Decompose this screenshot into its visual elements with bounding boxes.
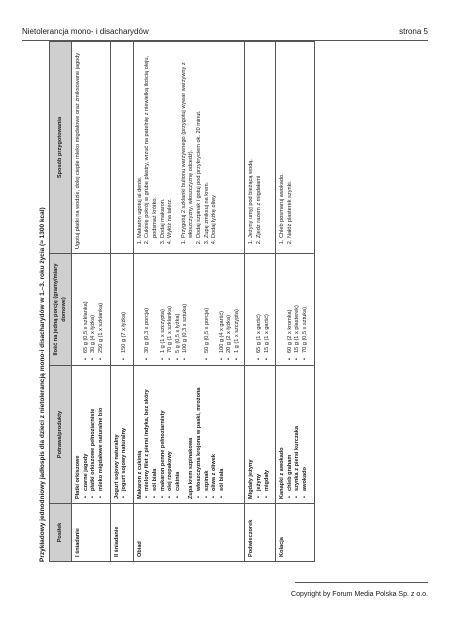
dish-name: Zupa krem szpinakowa	[188, 437, 195, 499]
step-item: 3. Zupę zmiksuj na krem.	[204, 46, 212, 238]
amount-item: • 100 g (4 x garść)	[219, 258, 227, 361]
dish-name: Makaron z cukinią	[136, 450, 143, 499]
dish-block	[137, 370, 183, 499]
product-list	[83, 370, 106, 499]
product-list	[121, 370, 129, 499]
spacer	[114, 258, 122, 361]
amount-group	[279, 258, 309, 361]
step-item: 1. Chleb posmaruj awokado.	[279, 46, 287, 238]
step-item: 3. Dodaj makaron.	[160, 46, 168, 238]
table-caption: Przykładowy jednodniowy jadłospis dla dzieci z nietolerancją mono-i disacharydów w 1.–3. roku życia (≈ 1300 kcal)	[39, 207, 46, 562]
rotated-table-area	[38, 42, 414, 562]
preparation-cell	[72, 42, 110, 254]
header-title: Nietolerancja mono- i disacharydów	[22, 27, 149, 36]
dish-name: Jogurt sojowy naturalny	[113, 434, 120, 499]
steps-group	[181, 46, 219, 249]
amounts-cell	[276, 254, 314, 366]
meal-cell: Kolacja	[276, 504, 314, 562]
amount-item: • 65 g (0,5 x szklanka)	[83, 258, 91, 361]
amount-item: • 100 g (0,3 x sztuka)	[182, 258, 190, 361]
spacer	[196, 258, 204, 361]
product-list	[144, 370, 182, 499]
spacer	[248, 258, 256, 361]
amount-group	[114, 258, 129, 361]
meal-cell: II śniadanie	[110, 504, 133, 562]
dish-block	[188, 370, 226, 499]
page-number: strona 5	[399, 27, 428, 36]
spacer	[75, 258, 83, 361]
table-row	[276, 42, 314, 562]
product-item: • olej rzepakowy	[167, 370, 175, 499]
amounts-cell	[72, 254, 110, 366]
product-item: • czarne jagody	[83, 370, 91, 499]
step-list	[181, 46, 219, 249]
products-cell	[245, 366, 276, 504]
amount-item: • 150 g (7 x łyżka)	[121, 258, 129, 361]
amount-group	[248, 258, 271, 361]
amount-list	[256, 258, 271, 361]
spacer	[211, 258, 219, 361]
amounts-cell	[245, 254, 276, 366]
amount-item: • 70 g (1 x szklanka)	[167, 258, 175, 361]
amount-item: • 5 g (0,5 x łyżka)	[175, 258, 183, 361]
amount-list	[287, 258, 310, 361]
amount-item: • 50 g (0,5 x porcja)	[204, 258, 212, 361]
step-item: 1. Jeżyny umyj pod bieżącą wodą.	[248, 46, 256, 238]
step-item: 2. Zjedz razem z migdałami	[256, 46, 264, 238]
spacer	[279, 258, 287, 361]
step-item: 2. Dodaj szpinak i gotuj pod przykryciem ok. 20 minut.	[196, 46, 204, 238]
spacer	[137, 258, 145, 361]
amount-item: • 250 g (1 x szklanka)	[98, 258, 106, 361]
amount-list	[83, 258, 106, 361]
step-list	[137, 46, 175, 249]
table-row	[133, 42, 245, 562]
table-header-row	[50, 42, 72, 562]
step-list	[248, 46, 263, 249]
spacer	[152, 258, 160, 361]
amount-item: • 20 g (2 x łyżka)	[226, 258, 234, 361]
product-list	[256, 370, 271, 499]
amount-item: • 1 g (1 x szczypta)	[234, 258, 242, 361]
dish-name: Płatki orkiszowe	[75, 455, 82, 499]
preparation-cell	[110, 42, 133, 254]
product-item: • szpinak	[204, 370, 212, 499]
step-item: 1. Makaron ugotuj al dente.	[137, 46, 145, 238]
meal-cell: Podwieczorek	[245, 504, 276, 562]
product-item: • płatki orkiszowe pełnoziarniste	[90, 370, 98, 499]
product-item: • sól biała	[152, 370, 160, 499]
step-item: 4. Dodaj łyżkę oliwy	[211, 46, 219, 238]
product-list	[287, 370, 310, 499]
footer-divider	[295, 582, 428, 583]
product-item: • cukinia	[175, 370, 183, 499]
amount-item: • 1 g (1 x szczypta)	[160, 258, 168, 361]
step-list	[279, 46, 294, 249]
product-item: • mleko migdałowe naturalne bio	[98, 370, 106, 499]
preparation-cell	[276, 42, 314, 254]
product-item: • mielony filet z piersi indyka, bez skóry	[144, 370, 152, 499]
products-cell	[133, 366, 245, 504]
product-item: • jogurt sojowy naturalny	[121, 370, 129, 499]
column-header: Potrawa/produkty	[50, 366, 72, 504]
dish-block	[75, 370, 105, 499]
menu-table	[49, 41, 315, 562]
product-item: • włoszczyzna krojona w paski, mrożona	[196, 370, 204, 499]
dish-block	[279, 370, 309, 499]
dish-block	[248, 370, 271, 499]
step-item: 2. Cukinię pokrój w grube plastry, wrzuć na patelnię z niewielką ilością oleju, podsmaż krótko.	[144, 46, 159, 238]
products-cell	[110, 366, 133, 504]
amount-item: • 30 g (0,3 x porcja)	[144, 258, 152, 361]
amount-list	[144, 258, 190, 361]
step-text: Ugotuj płatki na wodzie, dolej ciepłe mleko migdałowe oraz zmiksowane jagody	[75, 52, 82, 249]
preparation-cell	[133, 42, 245, 254]
column-header: Sposób przygotowania	[50, 42, 72, 254]
steps-group	[137, 46, 175, 249]
table-row	[110, 42, 133, 562]
dish-name: Migdały jeżyny	[248, 459, 255, 499]
preparation-cell	[245, 42, 276, 254]
product-item: • sól biała	[219, 370, 227, 499]
product-item: • migdały	[264, 370, 272, 499]
table-row	[72, 42, 110, 562]
amounts-cell	[133, 254, 245, 366]
product-item: • awokado	[302, 370, 310, 499]
column-header: Ilość na jedną porcję (gramy/miary domowe)	[50, 254, 72, 366]
amount-group	[196, 258, 242, 361]
amount-group	[137, 258, 190, 361]
amounts-cell	[110, 254, 133, 366]
amount-item: • 70 g (0,5 x sztuka)	[302, 258, 310, 361]
products-cell	[276, 366, 314, 504]
product-item: • makaron penne pełnoziarnisty	[160, 370, 168, 499]
meal-cell: I śniadanie	[72, 504, 110, 562]
product-item: • oliwa z oliwek	[211, 370, 219, 499]
amount-item: • 65 g (1 x garść)	[256, 258, 264, 361]
amount-list	[204, 258, 242, 361]
step-item: 4. Wyłóż na talerz.	[167, 46, 175, 238]
amount-item: • 15 g (1 x garść)	[264, 258, 272, 361]
page-header	[22, 26, 428, 41]
amount-list	[121, 258, 129, 361]
meal-cell: Obiad	[133, 504, 245, 562]
products-cell	[72, 366, 110, 504]
dish-name: Kanapki z awokado	[279, 447, 286, 499]
footer-copyright: Copyright by Forum Media Polska Sp. z o.o.	[291, 591, 428, 598]
amount-item: • 15 g (1 x plasterek)	[294, 258, 302, 361]
product-item: • chleb graham	[287, 370, 295, 499]
product-item: • jeżyny	[256, 370, 264, 499]
table-row	[245, 42, 276, 562]
product-list	[196, 370, 226, 499]
column-header: Posiłek	[50, 504, 72, 562]
dish-block	[114, 370, 129, 499]
step-item: 1. Przygotuj 2 szklanki bulionu warzywnego (przygotuj wywar warzywny z włoszczyzny, włoszczyznę odcedź).	[181, 46, 196, 238]
step-item: 2. Nałóż plasterek szynki.	[287, 46, 295, 238]
product-item: • szynka z piersi kurczaka	[294, 370, 302, 499]
amount-group	[75, 258, 105, 361]
amount-item: • 60 g (2 x kromka)	[287, 258, 295, 361]
amount-item: • 30 g (4 x łyżka)	[90, 258, 98, 361]
